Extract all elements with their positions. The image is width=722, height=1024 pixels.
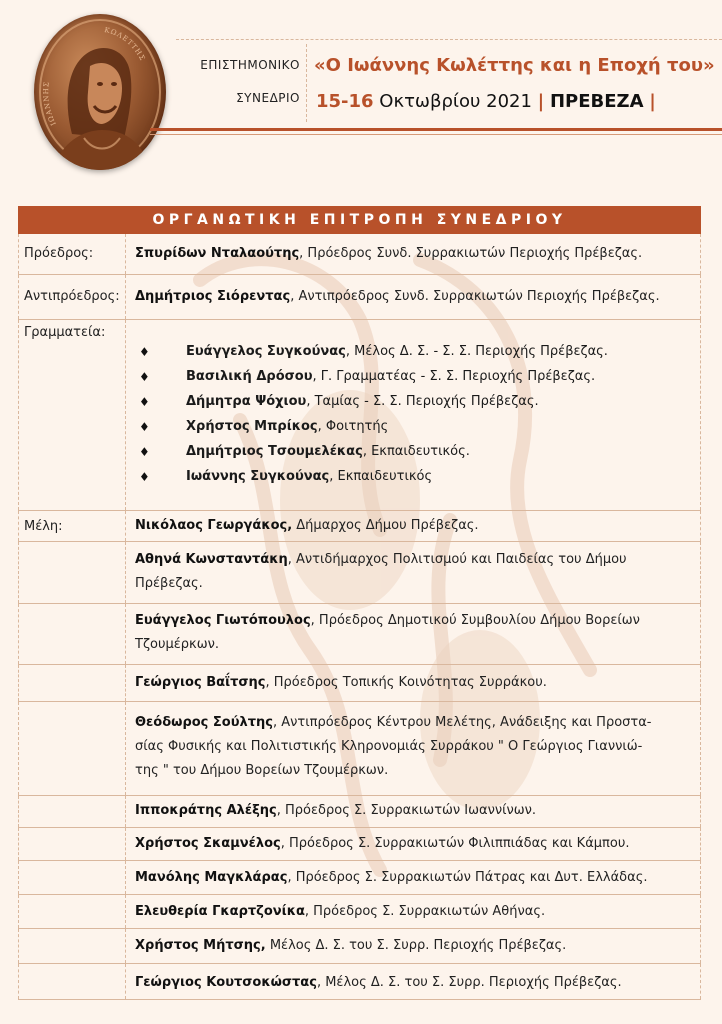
president-label: Πρόεδρος: (18, 234, 126, 274)
member-role: , Πρόεδρος Σ. Συρρακιωτών Ιωαννίνων. (276, 803, 537, 818)
secretariat-member-name: Ιωάννης Συγκούνας (186, 469, 330, 484)
president-role: , Πρόεδρος Συνδ. Συρρακιωτών Περιοχής Πρέβεζας. (299, 246, 643, 261)
member-role: , Αντιδήμαρχος Πολιτισμού και Παιδείας του Δήμου (287, 552, 627, 567)
member-role: Δήμαρχος Δήμου Πρέβεζας. (292, 518, 479, 533)
conference-dates (316, 91, 656, 112)
secretariat-member-name: Ευάγγελος Συγκούνας (186, 344, 346, 359)
table-row (18, 929, 701, 964)
table-row (18, 511, 701, 542)
member-name: Ευάγγελος Γιωτόπουλος (135, 613, 311, 628)
member-role: Μέλος Δ. Σ. του Σ. Συρρ. Περιοχής Πρέβεζας. (265, 938, 567, 953)
diamond-bullet-icon: ♦ (139, 370, 150, 384)
members-label-spacer (18, 702, 126, 795)
member-entry (135, 548, 695, 596)
president-entry (135, 242, 695, 266)
table-right-border (700, 861, 701, 894)
conference-month-year: Οκτωβρίου 2021 (373, 91, 538, 112)
members-label-spacer (18, 828, 126, 860)
table-row (18, 828, 701, 861)
member-name: Ελευθερία Γκαρτζονίκα (135, 904, 305, 919)
header-bottom-rule (150, 128, 722, 131)
conference-type-label-line2: ΣΥΝΕΔΡΙΟ (236, 91, 300, 105)
table-row (18, 665, 701, 702)
member-role: , Πρόεδρος Τοπικής Κοινότητας Συρράκου. (265, 675, 547, 690)
secretariat-member-name: Βασιλική Δρόσου (186, 369, 313, 384)
city-separator: | (649, 91, 656, 112)
table-right-border (700, 828, 701, 860)
members-label-spacer (18, 604, 126, 664)
secretariat-member-name: Δήμητρα Ψόχιου (186, 394, 307, 409)
header-top-rule (176, 39, 722, 41)
member-role: , Πρόεδρος Σ. Συρρακιωτών Πάτρας και Δυτ. Ελλάδας. (287, 870, 648, 885)
table-right-border (700, 929, 701, 963)
member-role: , Πρόεδρος Σ. Συρρακιωτών Αθήνας. (304, 904, 546, 919)
table-right-border (700, 964, 701, 999)
conference-days: 15-16 (316, 91, 374, 112)
members-label-spacer (18, 796, 126, 827)
table-row (18, 796, 701, 828)
member-name: Ιπποκράτης Αλέξης (135, 803, 277, 818)
conference-type-label-line1: ΕΠΙΣΤΗΜΟΝΙΚΟ (200, 58, 300, 72)
diamond-bullet-icon: ♦ (139, 395, 150, 409)
member-name: Χρήστος Σκαμνέλος (135, 836, 281, 851)
member-entry (135, 514, 695, 538)
table-right-border (700, 665, 701, 701)
members-label-spacer (18, 665, 126, 701)
vice-president-label: Αντιπρόεδρος: (18, 275, 126, 319)
header-vertical-divider (306, 44, 307, 122)
section-title-bar: ΟΡΓΑΝΩΤΙΚΗ ΕΠΙΤΡΟΠΗ ΣΥΝΕΔΡΙΟΥ (18, 206, 701, 234)
member-role: , Πρόεδρος Δημοτικού Συμβουλίου Δήμου Βορείων (310, 613, 640, 628)
medal-inscription-left: ΙΩΑΝΝΗΣ (42, 80, 58, 127)
secretariat-label: Γραμματεία: (18, 320, 126, 510)
table-right-border (700, 275, 701, 319)
president-name: Σπυρίδων Νταλαούτης (135, 246, 300, 261)
medal-portrait-image (34, 14, 166, 170)
table-right-border (700, 796, 701, 827)
dates-separator: | (537, 91, 545, 112)
table-row-vice-president (18, 275, 701, 320)
table-row (18, 861, 701, 895)
member-role-continued: Τζουμέρκων. (135, 637, 219, 652)
table-right-border (700, 234, 701, 274)
table-right-border (700, 702, 701, 795)
diamond-bullet-icon: ♦ (139, 470, 150, 484)
members-label: Μέλη: (18, 511, 126, 541)
member-name: Μανόλης Μαγκλάρας (135, 870, 288, 885)
secretariat-member-role: , Ταμίας - Σ. Σ. Περιοχής Πρέβεζας. (306, 394, 539, 409)
table-row (18, 964, 701, 1000)
header-bottom-rule-thin (150, 134, 722, 135)
member-role-continued: Πρέβεζας. (135, 576, 203, 591)
table-right-border (700, 511, 701, 541)
member-entry (135, 609, 695, 657)
member-entry (135, 971, 695, 995)
members-label-spacer (18, 861, 126, 894)
member-entry (135, 900, 695, 924)
member-entry (135, 671, 695, 695)
member-role: , Πρόεδρος Σ. Συρρακιωτών Φιλιππιάδας και Κάμπου. (280, 836, 630, 851)
table-right-border (700, 604, 701, 664)
member-entry (135, 832, 695, 856)
member-name: Θεόδωρος Σούλτης (135, 715, 273, 730)
vice-president-name: Δημήτριος Σιόρεντας (135, 289, 291, 304)
secretariat-member-role: , Γ. Γραμματέας - Σ. Σ. Περιοχής Πρέβεζας. (312, 369, 596, 384)
table-row (18, 604, 701, 665)
member-entry (135, 711, 695, 783)
member-name: Χρήστος Μήτσης, (135, 938, 266, 953)
secretariat-member-name: Χρήστος Μπρίκος (186, 419, 318, 434)
member-name: Νικόλαος Γεωργάκος, (135, 518, 293, 533)
members-label-spacer (18, 929, 126, 963)
member-role: , Μέλος Δ. Σ. του Σ. Συρρ. Περιοχής Πρέβεζας. (316, 975, 622, 990)
member-role-continued: της " του Δήμου Βορείων Τζουμέρκων. (135, 763, 389, 778)
table-right-border (700, 542, 701, 603)
table-row (18, 895, 701, 929)
member-name: Γεώργιος Βαΐτσης (135, 675, 266, 690)
table-row (18, 702, 701, 796)
members-label-spacer (18, 964, 126, 999)
conference-city: ΠΡΕΒΕΖΑ (549, 91, 644, 112)
diamond-bullet-icon: ♦ (139, 420, 150, 434)
secretariat-member-name: Δημήτριος Τσουμελέκας (186, 444, 363, 459)
secretariat-member-role: , Μέλος Δ. Σ. - Σ. Σ. Περιοχής Πρέβεζας. (345, 344, 608, 359)
secretariat-member-role: , Εκπαιδευτικός (329, 469, 433, 484)
member-role-continued: σίας Φυσικής και Πολιτιστικής Κληρονομιάς Συρράκου " Ο Γεώργιος Γιαννιώ- (135, 739, 643, 754)
medal-inscription-right: ΚΩΛΕΤΤΗΣ (103, 26, 147, 63)
secretariat-member-role: , Εκπαιδευτικός. (362, 444, 470, 459)
member-name: Γεώργιος Κουτσοκώστας (135, 975, 317, 990)
vice-president-entry (135, 285, 695, 309)
members-label-spacer (18, 542, 126, 603)
member-role: , Αντιπρόεδρος Κέντρου Μελέτης, Ανάδειξης και Προστα- (273, 715, 652, 730)
secretariat-member-role: , Φοιτητής (317, 419, 389, 434)
member-entry (135, 934, 695, 958)
vice-president-role: , Αντιπρόεδρος Συνδ. Συρρακιωτών Περιοχής Πρέβεζας. (290, 289, 660, 304)
table-row-president (18, 234, 701, 275)
member-name: Αθηνά Κωνσταντάκη (135, 552, 288, 567)
conference-title: «Ο Ιωάννης Κωλέττης και η Εποχή του» (314, 55, 715, 76)
table-right-border (700, 320, 701, 510)
member-entry (135, 799, 695, 823)
table-row (18, 542, 701, 604)
diamond-bullet-icon: ♦ (139, 345, 150, 359)
members-label-spacer (18, 895, 126, 928)
diamond-bullet-icon: ♦ (139, 445, 150, 459)
table-row-secretariat (18, 320, 701, 511)
table-right-border (700, 895, 701, 928)
member-entry (135, 866, 695, 890)
